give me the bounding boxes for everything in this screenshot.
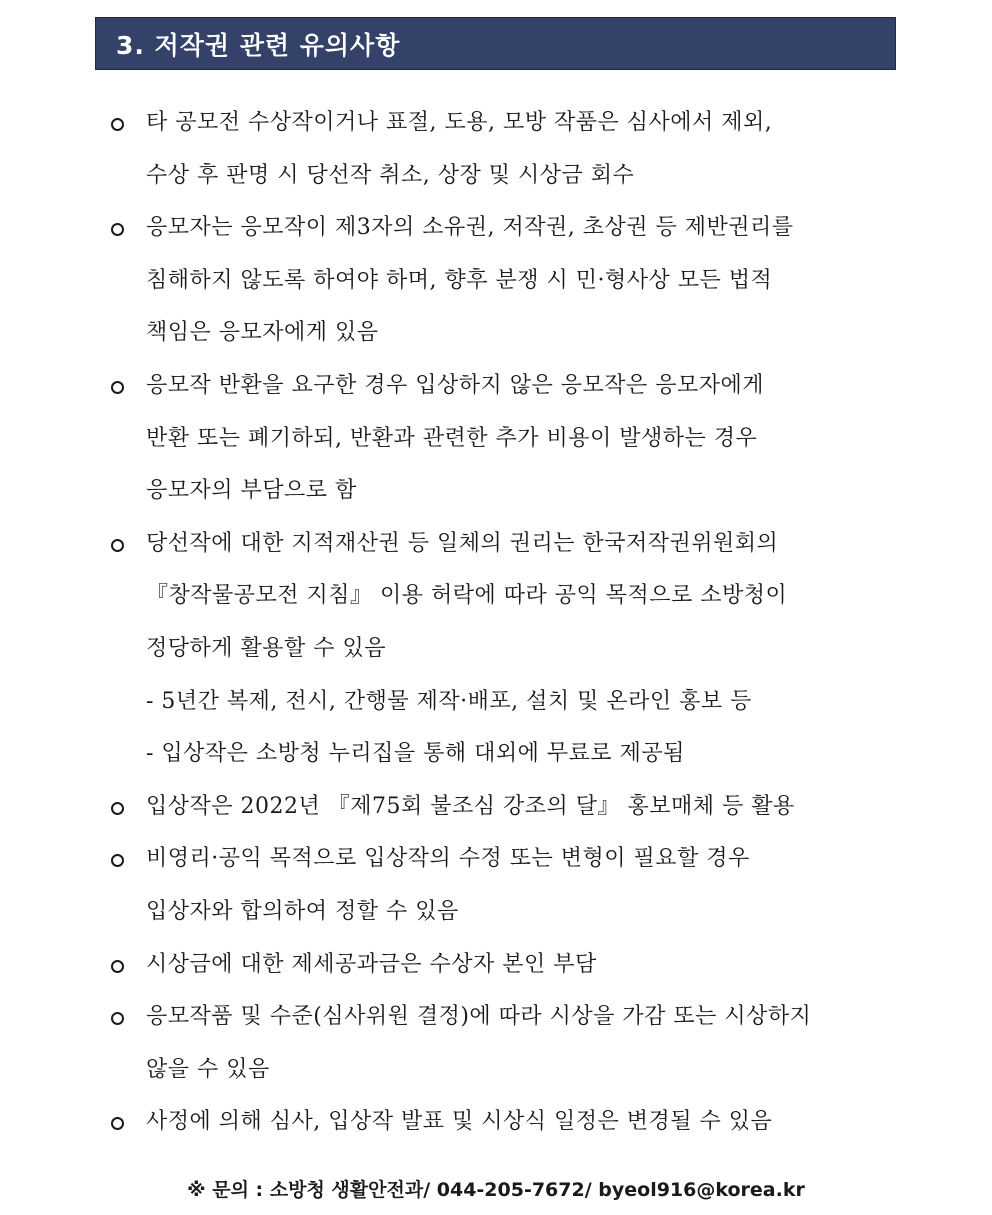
circle-bullet-icon [111, 1117, 124, 1130]
notice-item-line: 정당하게 활용할 수 있음 [146, 636, 387, 661]
notice-subitem-line: - 입상작은 소방청 누리집을 통해 대외에 무료로 제공됨 [146, 741, 685, 767]
notice-item-line: 입상작은 2022년 『제75회 불조심 강조의 달』 홍보매체 등 활용 [146, 793, 795, 819]
circle-bullet-icon [111, 854, 124, 867]
section-title: 3. 저작권 관련 유의사항 [116, 31, 401, 60]
notice-item-line: 책임은 응모자에게 있음 [146, 320, 379, 346]
circle-bullet-icon [111, 381, 124, 394]
circle-bullet-icon [111, 802, 124, 815]
notice-item-line: 입상자와 합의하여 정할 수 있음 [146, 899, 459, 924]
notice-item-line: 응모자의 부담으로 함 [146, 478, 357, 504]
notice-item-line: 『창작물공모전 지침』 이용 허락에 따라 공익 목적으로 소방청이 [146, 583, 788, 609]
circle-bullet-icon [111, 118, 124, 131]
circle-bullet-icon [111, 1012, 124, 1025]
notice-item-line: 반환 또는 폐기하되, 반환과 관련한 추가 비용이 발생하는 경우 [146, 425, 758, 451]
notice-item-line: 응모자는 응모작이 제3자의 소유권, 저작권, 초상권 등 제반권리를 [146, 215, 794, 241]
circle-bullet-icon [111, 539, 124, 552]
contact-footer: ※ 문의 : 소방청 생활안전과/ 044-205-7672/ byeol916@korea.kr [187, 1179, 805, 1201]
notice-item-line: 당선작에 대한 지적재산권 등 일체의 권리는 한국저작권위원회의 [146, 530, 779, 556]
notice-item-line: 응모작품 및 수준(심사위원 결정)에 따라 시상을 가감 또는 시상하지 [146, 1004, 812, 1030]
notice-item-line: 사정에 의해 심사, 입상작 발표 및 시상식 일정은 변경될 수 있음 [146, 1109, 773, 1135]
circle-bullet-icon [111, 223, 124, 236]
circle-bullet-icon [111, 960, 124, 973]
notice-subitem-line: - 5년간 복제, 전시, 간행물 제작·배포, 설치 및 온라인 홍보 등 [146, 688, 752, 714]
notice-item-line: 침해하지 않도록 하여야 하며, 향후 분쟁 시 민·형사상 모든 법적 [146, 267, 773, 293]
notice-item-line: 수상 후 판명 시 당선작 취소, 상장 및 시상금 회수 [146, 162, 635, 188]
notice-item-line: 않을 수 있음 [146, 1056, 270, 1082]
notice-item-line: 비영리·공익 목적으로 입상작의 수정 또는 변형이 필요할 경우 [146, 846, 750, 872]
notice-item-line: 시상금에 대한 제세공과금은 수상자 본인 부담 [146, 951, 597, 977]
notice-item-line: 응모작 반환을 요구한 경우 입상하지 않은 응모작은 응모자에게 [146, 373, 765, 398]
notice-item-line: 타 공모전 수상작이거나 표절, 도용, 모방 작품은 심사에서 제외, [146, 110, 773, 135]
